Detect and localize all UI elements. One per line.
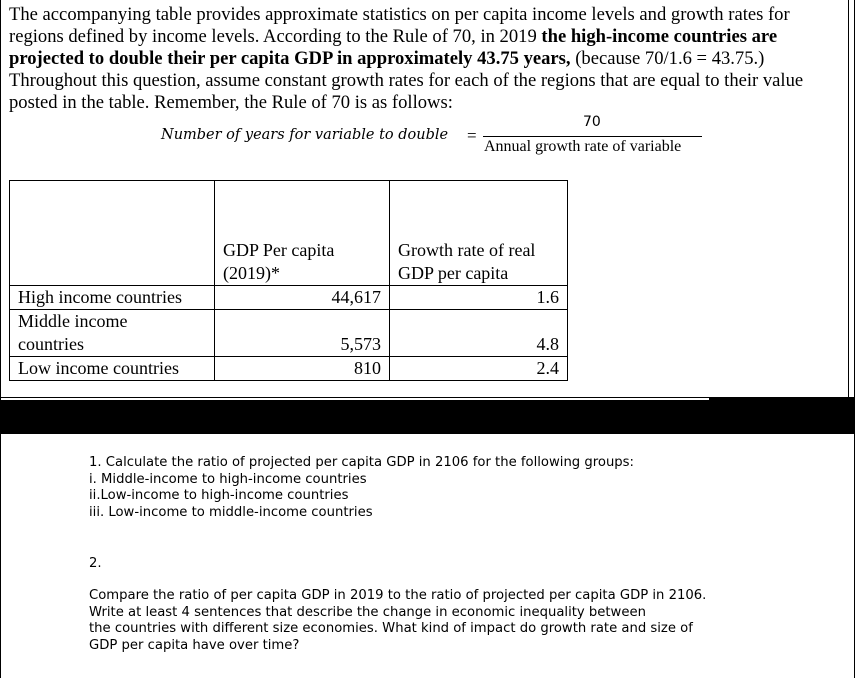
- header-gdp-line2: (2019)*: [223, 263, 280, 283]
- growth-cell: 2.4: [390, 357, 568, 381]
- income-statistics-table: [9, 180, 568, 381]
- gdp-cell: 810: [215, 357, 390, 381]
- gdp-cell: 44,617: [215, 286, 390, 310]
- table-header-row: [10, 181, 568, 286]
- header-empty-cell: [10, 181, 215, 286]
- question-1-title: 1. Calculate the ratio of projected per capita GDP in 2106 for the following groups:: [89, 455, 634, 470]
- formula-label: Number of years for variable to double: [161, 127, 449, 143]
- region-cell: [10, 310, 215, 357]
- intro-bold-text: the high-income countries are projected to double their per capita GDP in approximately 43.75 years,: [9, 26, 778, 69]
- formula-denominator: Annual growth rate of variable: [484, 138, 682, 155]
- header-growth-line1: Growth rate of real: [398, 240, 536, 260]
- formula-numerator: 70: [583, 114, 601, 130]
- table-row: [10, 310, 568, 357]
- question-1: [89, 455, 789, 521]
- header-gdp-per-capita: [215, 181, 390, 286]
- header-gdp-line1: GDP Per capita: [223, 240, 335, 260]
- question-1-item: ii.Low-income to high-income countries: [89, 488, 349, 504]
- question-2-line: the countries with different size economies. What kind of impact do growth rate and size of: [89, 621, 693, 637]
- black-divider-bar: [0, 400, 855, 434]
- table-row: [10, 286, 568, 310]
- question-2: [89, 588, 789, 654]
- question-2-line: Compare the ratio of per capita GDP in 2019 to the ratio of projected per capita GDP in 2106.: [89, 588, 707, 603]
- formula-equals: =: [467, 126, 477, 145]
- fraction-bar: [483, 136, 702, 137]
- growth-cell: 1.6: [390, 286, 568, 310]
- region-line1: Middle income: [18, 311, 128, 331]
- region-cell: Low income countries: [10, 357, 215, 381]
- intro-paragraph: [9, 4, 847, 114]
- intro-text-end: (because 70/1.6 = 43.75.) Throughout this question, assume constant growth rates for each of the regions that are equal to their value posted in the table. Remember, the Rule of 70 is as follows:: [9, 48, 804, 113]
- growth-cell: 4.8: [390, 310, 568, 357]
- question-2-line: Write at least 4 sentences that describe the change in economic inequality between: [89, 604, 646, 620]
- gdp-cell: 5,573: [215, 310, 390, 357]
- question-2-line: GDP per capita have over time?: [89, 637, 300, 653]
- intro-text-start: The accompanying table provides approximate statistics on per capita income levels and growth rates for regions defined by income levels. According to the Rule of 70, in 2019: [9, 4, 790, 47]
- question-2-number: 2.: [89, 556, 102, 571]
- question-1-item: iii. Low-income to middle-income countries: [89, 504, 373, 520]
- table-row: [10, 357, 568, 381]
- header-growth-line2: GDP per capita: [398, 263, 509, 283]
- question-1-item: i. Middle-income to high-income countries: [89, 471, 367, 487]
- header-growth-rate: [390, 181, 568, 286]
- region-cell: High income countries: [10, 286, 215, 310]
- region-line2: countries: [18, 334, 84, 354]
